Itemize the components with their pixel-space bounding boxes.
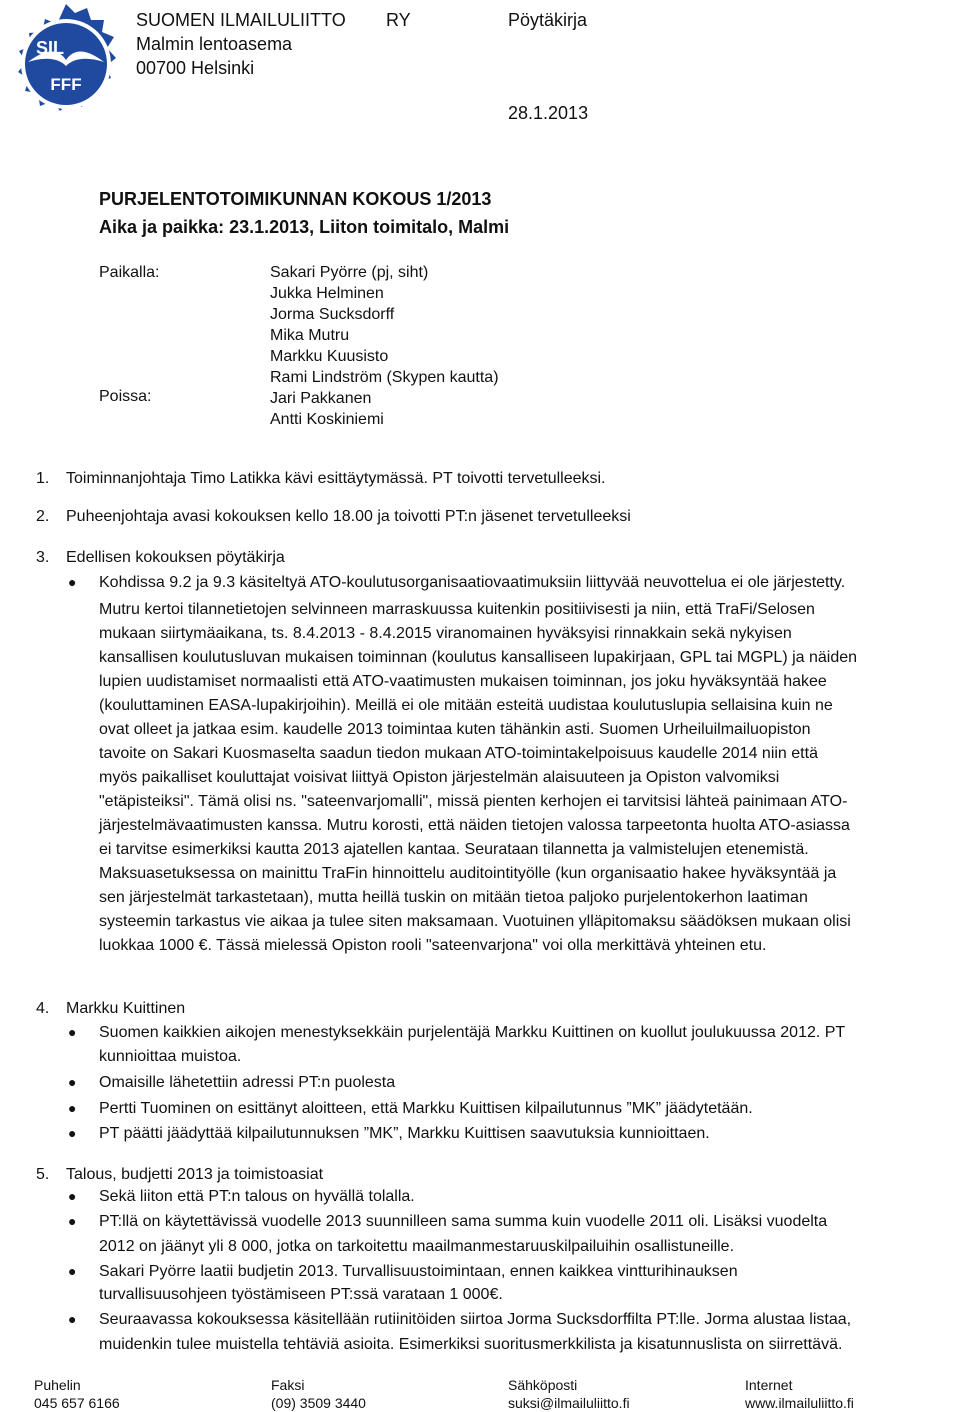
paragraph-line: luokkaa 1000 €. Tässä mielessä Opiston rooli "sateenvarjona" voi olla merkittävä yhteinen etu. — [99, 937, 767, 954]
attendee: Jukka Helminen — [270, 285, 384, 302]
item-4-title: Markku Kuittinen — [66, 1000, 186, 1017]
org-name: SUOMEN ILMAILULIITTO — [136, 10, 346, 30]
absentee: Jari Pakkanen — [270, 390, 372, 407]
paragraph-line: myös paikalliset kouluttajat voisivat liittyä Opiston järjestelmän alaisuuteen ja Opiston valvomiksi — [99, 769, 780, 786]
attendee: Rami Lindström (Skypen kautta) — [270, 369, 499, 386]
paragraph-line: järjestelmävaatimusten kanssa. Mutru korosti, että näiden tietojen valossa tarpeetonta huolta ATO-asiassa — [99, 817, 850, 834]
email-label: Sähköposti — [508, 1377, 578, 1393]
item-4-bullet-1: Suomen kaikkien aikojen menestyksekkäin purjelentäjä Markku Kuittinen on kuollut joulukuussa 2012. PT — [99, 1024, 846, 1041]
doc-type: Pöytäkirja — [508, 10, 588, 30]
logo-text-top: SIL — [35, 38, 65, 58]
paragraph-line: kansallisen koulutusluvan mukaisen toiminnan (koulutus kansalliseen lupakirjaan, GPL tai MGPL) ja näiden — [99, 649, 858, 666]
item-4-bullet-4: PT päätti jäädyttää kilpailutunnuksen ”MK”, Markku Kuittisen saavutuksia kunnioittaen. — [99, 1125, 710, 1142]
paragraph-line: Mutru kertoi tilannetietojen selvinneen marraskuussa kuitenkin positiivisesti ja niin, että TraFi/Selosen — [99, 601, 815, 618]
absentee: Antti Koskiniemi — [270, 411, 384, 428]
attendee-list — [270, 262, 499, 430]
email-link[interactable]: suksi@ilmailuliitto.fi — [508, 1395, 630, 1411]
logo-text-bottom: FFF — [50, 75, 82, 94]
item-2-text: Puheenjohtaja avasi kokouksen kello 18.00 ja toivotti PT:n jäsenet tervetulleeksi — [66, 508, 631, 525]
paragraph-line: ei tarvitse esimerkiksi kautta 2013 ajatellen kantaa. Seurataan tilannetta ja valmistelujen etenemistä. — [99, 841, 809, 858]
footer-fax — [271, 1376, 366, 1412]
sil-logo — [4, 2, 128, 126]
phone-label: Puhelin — [34, 1377, 81, 1393]
bullet-icon: ● — [68, 1024, 77, 1040]
item-2-number: 2. — [36, 508, 50, 525]
item-1-text: Toiminnanjohtaja Timo Latikka kävi esittäytymässä. PT toivotti tervetulleeksi. — [66, 470, 606, 487]
paragraph-line: "etäpisteiksi". Tämä olisi ns. "sateenvarjomalli", missä pienten kerhojen ei tarvitsisi lähteä painimaan ATO- — [99, 793, 848, 810]
bullet-icon: ● — [68, 1213, 77, 1229]
meeting-title: PURJELENTOTOIMIKUNNAN KOKOUS 1/2013 — [99, 189, 492, 209]
item-4-bullet-1-cont: kunnioittaa muistoa. — [99, 1048, 242, 1065]
paragraph-line: (kouluttaminen EASA-lupakirjoihin). Meillä ei ole mitään esteitä uudistaa koulutuslupia sellaisina kuin ne — [99, 697, 833, 714]
paragraph-line: ovat olleet ja jatkaa esim. kaudelle 2013 toimintaa kuten tähänkin asti. Suomen Urheiluilmailuopiston — [99, 721, 811, 738]
attendee: Sakari Pyörre (pj, siht) — [270, 264, 429, 281]
item-3-number: 3. — [36, 549, 50, 566]
item-5-bullet-3-cont: turvallisuusohjeen työstämiseen PT:ssä varataan 1 000€. — [99, 1286, 503, 1303]
item-1-number: 1. — [36, 470, 50, 487]
fax-label: Faksi — [271, 1377, 305, 1393]
bullet-icon: ● — [68, 1074, 77, 1090]
web-label: Internet — [745, 1377, 793, 1393]
item-5-number: 5. — [36, 1166, 50, 1183]
footer-phone — [34, 1376, 120, 1412]
paragraph-line: tavoite on Sakari Kuosmaselta saadun tiedon mukaan ATO-toimintakelpoisuus kaudelle 2014 niin että — [99, 745, 818, 762]
phone-value: 045 657 6166 — [34, 1395, 120, 1411]
attendee: Jorma Sucksdorff — [270, 306, 395, 323]
paragraph-line: systeemin tarkastus vie aikaa ja tulee siten maksamaan. Vuotuinen ylläpitomaksu säädöksen mukaan olisi — [99, 913, 851, 930]
bullet-icon: ● — [68, 1125, 77, 1141]
bullet-icon: ● — [68, 1188, 77, 1204]
fax-value: (09) 3509 3440 — [271, 1395, 366, 1411]
paragraph-line: lupien uudistamiset normaalisti että ATO-vaatimusten mukaisen toiminnan, jos joku hyväksyntää hakee — [99, 673, 827, 690]
attendee: Mika Mutru — [270, 327, 350, 344]
item-4-number: 4. — [36, 1000, 50, 1017]
meeting-time-place: Aika ja paikka: 23.1.2013, Liiton toimitalo, Malmi — [99, 217, 510, 237]
attendee: Markku Kuusisto — [270, 348, 389, 365]
item-4-bullet-3: Pertti Tuominen on esittänyt aloitteen, että Markku Kuittisen kilpailutunnus ”MK” jäädytetään. — [99, 1100, 753, 1117]
paragraph-line: Maksuasetuksessa on mainittu TraFin hinnoittelu auditointityölle (kun organisaatio hakee hyväksyntää ja — [99, 865, 837, 882]
paragraph-line: sen järjestelmät tarkastetaan), mutta heillä tuskin on mitään tietoa paljoko purjelentokerhon laatiman — [99, 889, 808, 906]
item-3-paragraph — [99, 598, 960, 958]
item-3-title: Edellisen kokouksen pöytäkirja — [66, 549, 285, 566]
paragraph-line: mukaan siirtymäaikana, ts. 8.4.2013 - 8.4.2015 viranomainen hyväksyisi rinnakkain sekä nykyisen — [99, 625, 792, 642]
item-3-bullet: Kohdissa 9.2 ja 9.3 käsiteltyä ATO-koulutusorganisaatiovaatimuksiin liittyvää neuvottelua ei ole järjestetty. — [99, 574, 846, 591]
org-address-2: 00700 Helsinki — [136, 58, 255, 78]
present-label: Paikalla: — [99, 264, 160, 281]
item-5-bullet-4: Seuraavassa kokouksessa käsitellään rutiinitöiden siirtoa Jorma Sucksdorffilta PT:lle. Jorma alustaa listaa, — [99, 1311, 852, 1328]
bullet-icon: ● — [68, 1263, 77, 1279]
org-suffix: RY — [386, 10, 411, 30]
absent-label: Poissa: — [99, 388, 152, 405]
item-5-bullet-2: PT:llä on käytettävissä vuodelle 2013 suunnilleen sama summa kuin vuodelle 2011 oli. Lisäksi vuodelta — [99, 1213, 828, 1230]
item-5-bullet-2-cont: 2012 on jäänyt yli 8 000, jotka on tarkoitettu maailmanmestaruuskilpailuihin osallistuneille. — [99, 1238, 735, 1255]
bullet-icon: ● — [68, 574, 77, 590]
doc-date: 28.1.2013 — [508, 103, 589, 123]
org-address-1: Malmin lentoasema — [136, 34, 293, 54]
bullet-icon: ● — [68, 1311, 77, 1327]
item-5-bullet-3: Sakari Pyörre laatii budjetin 2013. Turvallisuustoimintaan, ennen kaikkea vintturihinauksen — [99, 1263, 738, 1280]
item-5-bullet-4-cont: muidenkin tulee muistella tehtäviä asioita. Esimerkiksi suoritusmerkkilista ja kisatunnuslista on siirrettävä. — [99, 1336, 843, 1353]
footer-web — [745, 1376, 854, 1412]
item-4-bullet-2: Omaisille lähetettiin adressi PT:n puolesta — [99, 1074, 396, 1091]
item-5-bullet-1: Sekä liiton että PT:n talous on hyvällä tolalla. — [99, 1188, 415, 1205]
web-link[interactable]: www.ilmailuliitto.fi — [745, 1395, 854, 1411]
bullet-icon: ● — [68, 1100, 77, 1116]
item-5-title: Talous, budjetti 2013 ja toimistoasiat — [66, 1166, 324, 1183]
footer-email — [508, 1376, 630, 1412]
